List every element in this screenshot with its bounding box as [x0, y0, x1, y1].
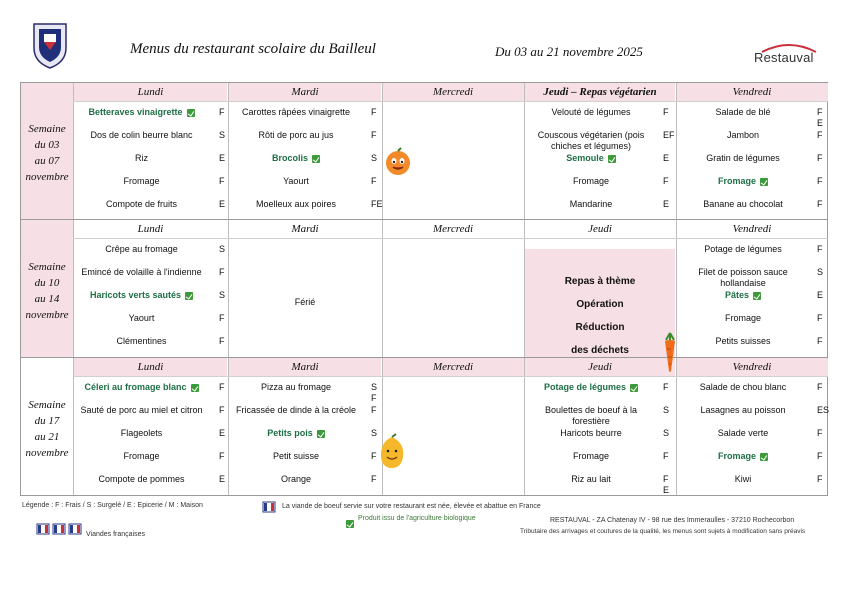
storage-code: S	[219, 130, 226, 140]
week1-day-lundi: Lundi	[137, 86, 164, 98]
storage-code: ES	[817, 405, 830, 415]
week3-day-jeudi: Jeudi	[588, 361, 612, 373]
viande-france-icon	[262, 501, 276, 513]
storage-code: S	[663, 405, 670, 415]
bio-leaf-icon	[317, 430, 325, 438]
bio-leaf-icon	[312, 155, 320, 163]
menu-item: Pizza au fromage	[260, 382, 332, 392]
menu-item: Fromage	[682, 176, 804, 187]
storage-code: F	[817, 176, 823, 186]
week1-day-jeudi: Jeudi – Repas végétarien	[543, 86, 657, 98]
week2-theme-line3: Réduction	[575, 322, 625, 333]
bio-leaf-icon	[760, 178, 768, 186]
storage-code: F	[371, 176, 377, 186]
menu-item: Fromage	[123, 176, 160, 186]
bio-leaf-icon	[608, 155, 616, 163]
storage-code: F	[663, 107, 669, 117]
menu-item: Fromage	[123, 451, 160, 461]
storage-code: F	[219, 382, 225, 392]
bio-leaf-icon	[753, 292, 761, 300]
menu-item: Pâtes	[682, 290, 804, 301]
week2-day-vendredi: Vendredi	[732, 223, 772, 235]
menu-item: Flageolets	[120, 428, 163, 438]
storage-code: F	[371, 451, 377, 461]
week1-label: Semaine du 03 au 07 novembre	[25, 123, 69, 183]
storage-code: FE	[371, 199, 383, 209]
carrot-icon	[661, 331, 679, 373]
storage-code: F	[371, 130, 377, 140]
menu-grid	[20, 82, 828, 496]
menu-item: Céleri au fromage blanc	[79, 382, 204, 393]
storage-code: E	[219, 199, 226, 209]
school-crest-icon	[30, 20, 70, 70]
storage-code: E	[663, 153, 670, 163]
menu-item: Salade de chou blanc	[699, 382, 787, 392]
bio-note: Produit issu de l'agriculture biologique	[358, 515, 476, 522]
menu-item: Haricots beurre	[560, 428, 622, 438]
menu-item: Emincé de volaille à l'indienne	[81, 267, 202, 277]
storage-code: F	[663, 176, 669, 186]
storage-code: F E	[817, 107, 824, 128]
bio-leaf-icon	[185, 292, 193, 300]
date-range: Du 03 au 21 novembre 2025	[495, 44, 643, 59]
menu-item: Dos de colin beurre blanc	[90, 130, 193, 140]
storage-code: F	[817, 382, 823, 392]
menu-item: Riz	[135, 153, 148, 163]
menu-item: Lasagnes au poisson	[700, 405, 786, 415]
menu-item: Fromage	[572, 176, 609, 186]
storage-code: E	[219, 428, 226, 438]
lemon-mascot-icon	[377, 433, 407, 471]
storage-code: F	[817, 428, 823, 438]
menu-item: Potage de légumes	[704, 244, 782, 254]
brand-logo: Restauval	[754, 50, 814, 65]
menu-item: Riz au lait	[571, 474, 611, 484]
menu-item: Salade de blé	[715, 107, 771, 117]
storage-code: F	[371, 405, 377, 415]
storage-code: E	[663, 199, 670, 209]
menu-item: Clémentines	[116, 336, 167, 346]
viande-francaise-label: Viandes françaises	[86, 531, 146, 538]
menu-item: Carottes râpées vinaigrette	[241, 107, 351, 117]
menu-item: Yaourt	[283, 176, 309, 186]
menu-item: Semoule	[530, 153, 652, 164]
storage-code: S	[663, 428, 670, 438]
week2-day-jeudi: Jeudi	[588, 223, 612, 235]
menu-item: Haricots verts sautés	[79, 290, 204, 301]
menu-item: Gratin de légumes	[706, 153, 780, 163]
storage-code: S	[371, 428, 378, 438]
menu-item: Boulettes de boeuf à la forestière	[544, 405, 638, 426]
bio-leaf-icon	[630, 384, 638, 392]
week2-mardi-ferie: Férié	[294, 297, 316, 307]
storage-code: S F	[371, 382, 378, 403]
menu-item: Fromage	[572, 451, 609, 461]
storage-code: F	[817, 199, 823, 209]
storage-code: F	[219, 336, 225, 346]
menu-item: Filet de poisson sauce hollandaise	[698, 267, 788, 288]
viande-note: La viande de boeuf servie sur votre restaurant est née, élevée et abattue en France	[282, 503, 541, 510]
storage-code: F	[663, 451, 669, 461]
storage-code: S	[371, 153, 378, 163]
storage-code: F E	[663, 474, 670, 495]
storage-code: F	[817, 153, 823, 163]
storage-code: F	[817, 474, 823, 484]
menu-item: Fromage	[724, 313, 761, 323]
week1-day-mercredi: Mercredi	[432, 86, 474, 98]
menu-item: Mandarine	[569, 199, 613, 209]
storage-code: F	[219, 313, 225, 323]
page-title: Menus du restaurant scolaire du Bailleul	[130, 41, 376, 57]
legend-text: Légende : F : Frais / S : Surgelé / E : Epicerie / M : Maison	[22, 502, 203, 509]
storage-code: S	[817, 267, 824, 277]
viande-france-icons	[36, 522, 82, 536]
storage-code: F	[663, 382, 669, 392]
menu-item: Betteraves vinaigrette	[79, 107, 204, 118]
storage-code: F	[371, 107, 377, 117]
storage-code: F	[817, 313, 823, 323]
menu-item: Salade verte	[717, 428, 769, 438]
storage-code: F	[817, 130, 823, 140]
storage-code: E	[219, 153, 226, 163]
week3-day-vendredi: Vendredi	[732, 361, 772, 373]
disclaimer: Tributaire des arrivages et coutures de la qualité, les menus sont sujets à modification sans préavis	[520, 528, 806, 535]
storage-code: F	[817, 451, 823, 461]
menu-item: Petits pois	[234, 428, 358, 439]
menu-item: Rôti de porc au jus	[258, 130, 334, 140]
storage-code: F	[219, 451, 225, 461]
menu-item: Orange	[280, 474, 312, 484]
week1-day-mardi: Mardi	[291, 86, 319, 98]
storage-code: E	[817, 290, 824, 300]
menu-item: Petits suisses	[715, 336, 771, 346]
storage-code: F	[219, 107, 225, 117]
bio-leaf-icon	[187, 109, 195, 117]
bio-leaf-icon	[191, 384, 199, 392]
week2-label: Semaine du 10 au 14 novembre	[25, 261, 69, 321]
week2-theme-line1: Repas à thème	[564, 276, 636, 287]
storage-code: F	[219, 176, 225, 186]
bio-leaf-icon	[346, 520, 354, 528]
storage-code: F	[817, 336, 823, 346]
storage-code: F	[219, 267, 225, 277]
storage-code: F	[371, 474, 377, 484]
menu-item: Banane au chocolat	[703, 199, 783, 209]
bio-leaf-icon	[760, 453, 768, 461]
menu-item: Fricassée de dinde à la créole	[235, 405, 357, 415]
storage-code: E	[219, 474, 226, 484]
menu-item: Fromage	[682, 451, 804, 462]
menu-item: Compote de fruits	[105, 199, 178, 209]
menu-item: Brocolis	[234, 153, 358, 164]
menu-item: Moelleux aux poires	[255, 199, 337, 209]
week2-day-lundi: Lundi	[137, 223, 164, 235]
menu-item: Yaourt	[128, 313, 155, 323]
menu-item: Couscous végétarien (pois chiches et légumes)	[537, 130, 645, 151]
week2-day-mardi: Mardi	[291, 223, 319, 235]
storage-code: F	[817, 244, 823, 254]
menu-item: Jambon	[726, 130, 760, 140]
storage-code: EF	[663, 130, 675, 140]
menu-item: Potage de légumes	[530, 382, 652, 393]
week2-theme-line4: des déchets	[571, 345, 629, 356]
week3-day-mardi: Mardi	[291, 361, 319, 373]
menu-item: Velouté de légumes	[551, 107, 631, 117]
menu-item: Sauté de porc au miel et citron	[80, 405, 203, 415]
menu-item: Petit suisse	[272, 451, 320, 461]
storage-code: F	[219, 405, 225, 415]
week3-day-mercredi: Mercredi	[432, 361, 474, 373]
menu-item: Compote de pommes	[98, 474, 185, 484]
storage-code: S	[219, 244, 226, 254]
address: RESTAUVAL - ZA Chatenay IV - 98 rue des Immeraulles - 37210 Rochecorbon	[550, 517, 795, 524]
storage-code: S	[219, 290, 226, 300]
week2-theme-line2: Opération	[576, 299, 624, 310]
week3-day-lundi: Lundi	[137, 361, 164, 373]
week1-day-vendredi: Vendredi	[732, 86, 772, 98]
week3-label: Semaine du 17 au 21 novembre	[25, 399, 69, 459]
menu-item: Crêpe au fromage	[105, 244, 178, 254]
week2-day-mercredi: Mercredi	[432, 223, 474, 235]
orange-mascot-icon	[383, 147, 413, 177]
menu-item: Kiwi	[734, 474, 752, 484]
